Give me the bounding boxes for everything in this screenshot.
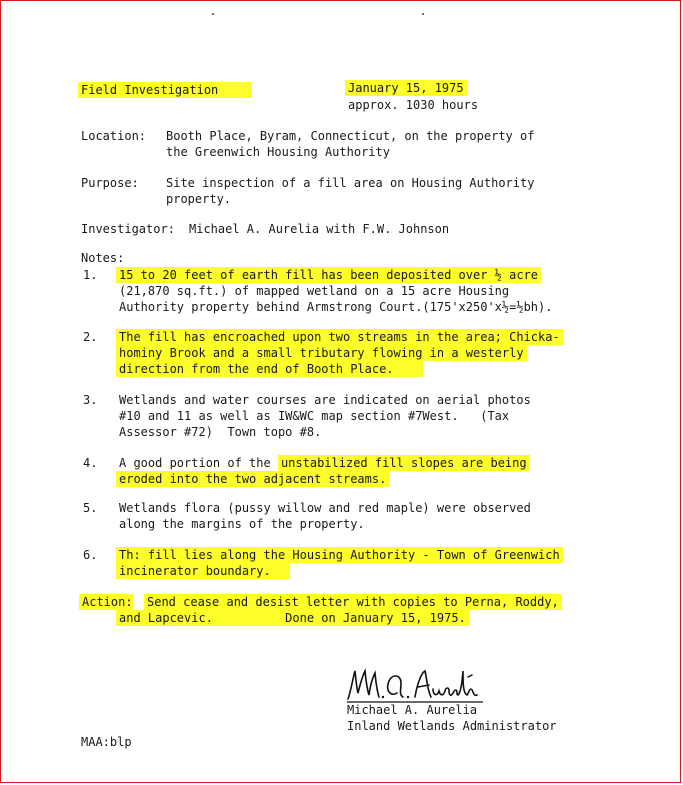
action-line2: and Lapcevic. Done on January 15, 1975. <box>116 611 469 627</box>
doc-title <box>78 83 252 99</box>
note-3-line1: Wetlands and water courses are indicated on aerial photos <box>119 393 531 407</box>
signer-title: Inland Wetlands Administrator <box>347 719 557 733</box>
handwritten-signature <box>345 663 485 703</box>
signer-name: Michael A. Aurelia <box>347 703 478 717</box>
investigator-value: Michael A. Aurelia with F.W. Johnson <box>189 222 450 236</box>
note-1-line2: (21,870 sq.ft.) of mapped wetland on a 15 acre Housing <box>119 284 510 298</box>
location-label: Location: <box>81 129 147 143</box>
location-line1: Booth Place, Byram, Connecticut, on the property of <box>166 129 535 143</box>
purpose-line1: Site inspection of a fill area on Housing Authority <box>166 176 535 190</box>
action-label: Action: <box>79 595 133 611</box>
note-3-line2: #10 and 11 as well as IW&WC map section #7West. (Tax <box>119 409 510 423</box>
signature-svg <box>345 663 485 703</box>
doc-time: approx. 1030 hours <box>348 98 479 112</box>
note-4-line2: eroded into the two adjacent streams. <box>116 472 389 488</box>
note-1-line3: Authority property behind Armstrong Court.(175'x250'x½=½bh). <box>119 300 553 314</box>
scan-speck <box>212 13 214 15</box>
note-6-line2: incinerator boundary. <box>116 564 290 580</box>
note-4-number: 4. <box>83 456 98 470</box>
note-5-line1: Wetlands flora (pussy willow and red maple) were observed <box>119 501 531 515</box>
note-5-line2: along the margins of the property. <box>119 517 365 531</box>
purpose-label: Purpose: <box>81 176 139 190</box>
note-6-line1: Th: fill lies along the Housing Authority - Town of Greenwich <box>116 548 563 564</box>
note-5-number: 5. <box>83 501 98 515</box>
location-line2: the Greenwich Housing Authority <box>166 145 390 159</box>
doc-title-text: Field Investigation <box>78 82 221 98</box>
note-4-line1: A good portion of the unstabilized fill slopes are being <box>119 456 530 472</box>
note-2-number: 2. <box>83 330 98 344</box>
note-1-line1: 15 to 20 feet of earth fill has been deposited over ½ acre <box>116 268 541 284</box>
note-3-line3: Assessor #72) Town topo #8. <box>119 425 322 439</box>
doc-date <box>345 81 467 97</box>
investigator-label: Investigator: <box>81 222 175 236</box>
purpose-line2: property. <box>166 192 232 206</box>
note-1-number: 1. <box>83 268 98 282</box>
note-2-line3: direction from the end of Booth Place. <box>116 362 423 378</box>
notes-label: Notes: <box>81 251 125 265</box>
note-2-line2: hominy Brook and a small tributary flowing in a westerly <box>116 346 527 362</box>
action-line1: Send cease and desist letter with copies to Perna, Roddy, <box>144 595 562 611</box>
note-6-number: 6. <box>83 548 98 562</box>
note-3-number: 3. <box>83 393 98 407</box>
doc-date-text: January 15, 1975 <box>345 80 467 96</box>
typist-initials: MAA:blp <box>81 735 132 749</box>
note-2-line1: The fill has encroached upon two streams in the area; Chicka- <box>116 330 563 346</box>
scan-speck <box>422 13 424 15</box>
